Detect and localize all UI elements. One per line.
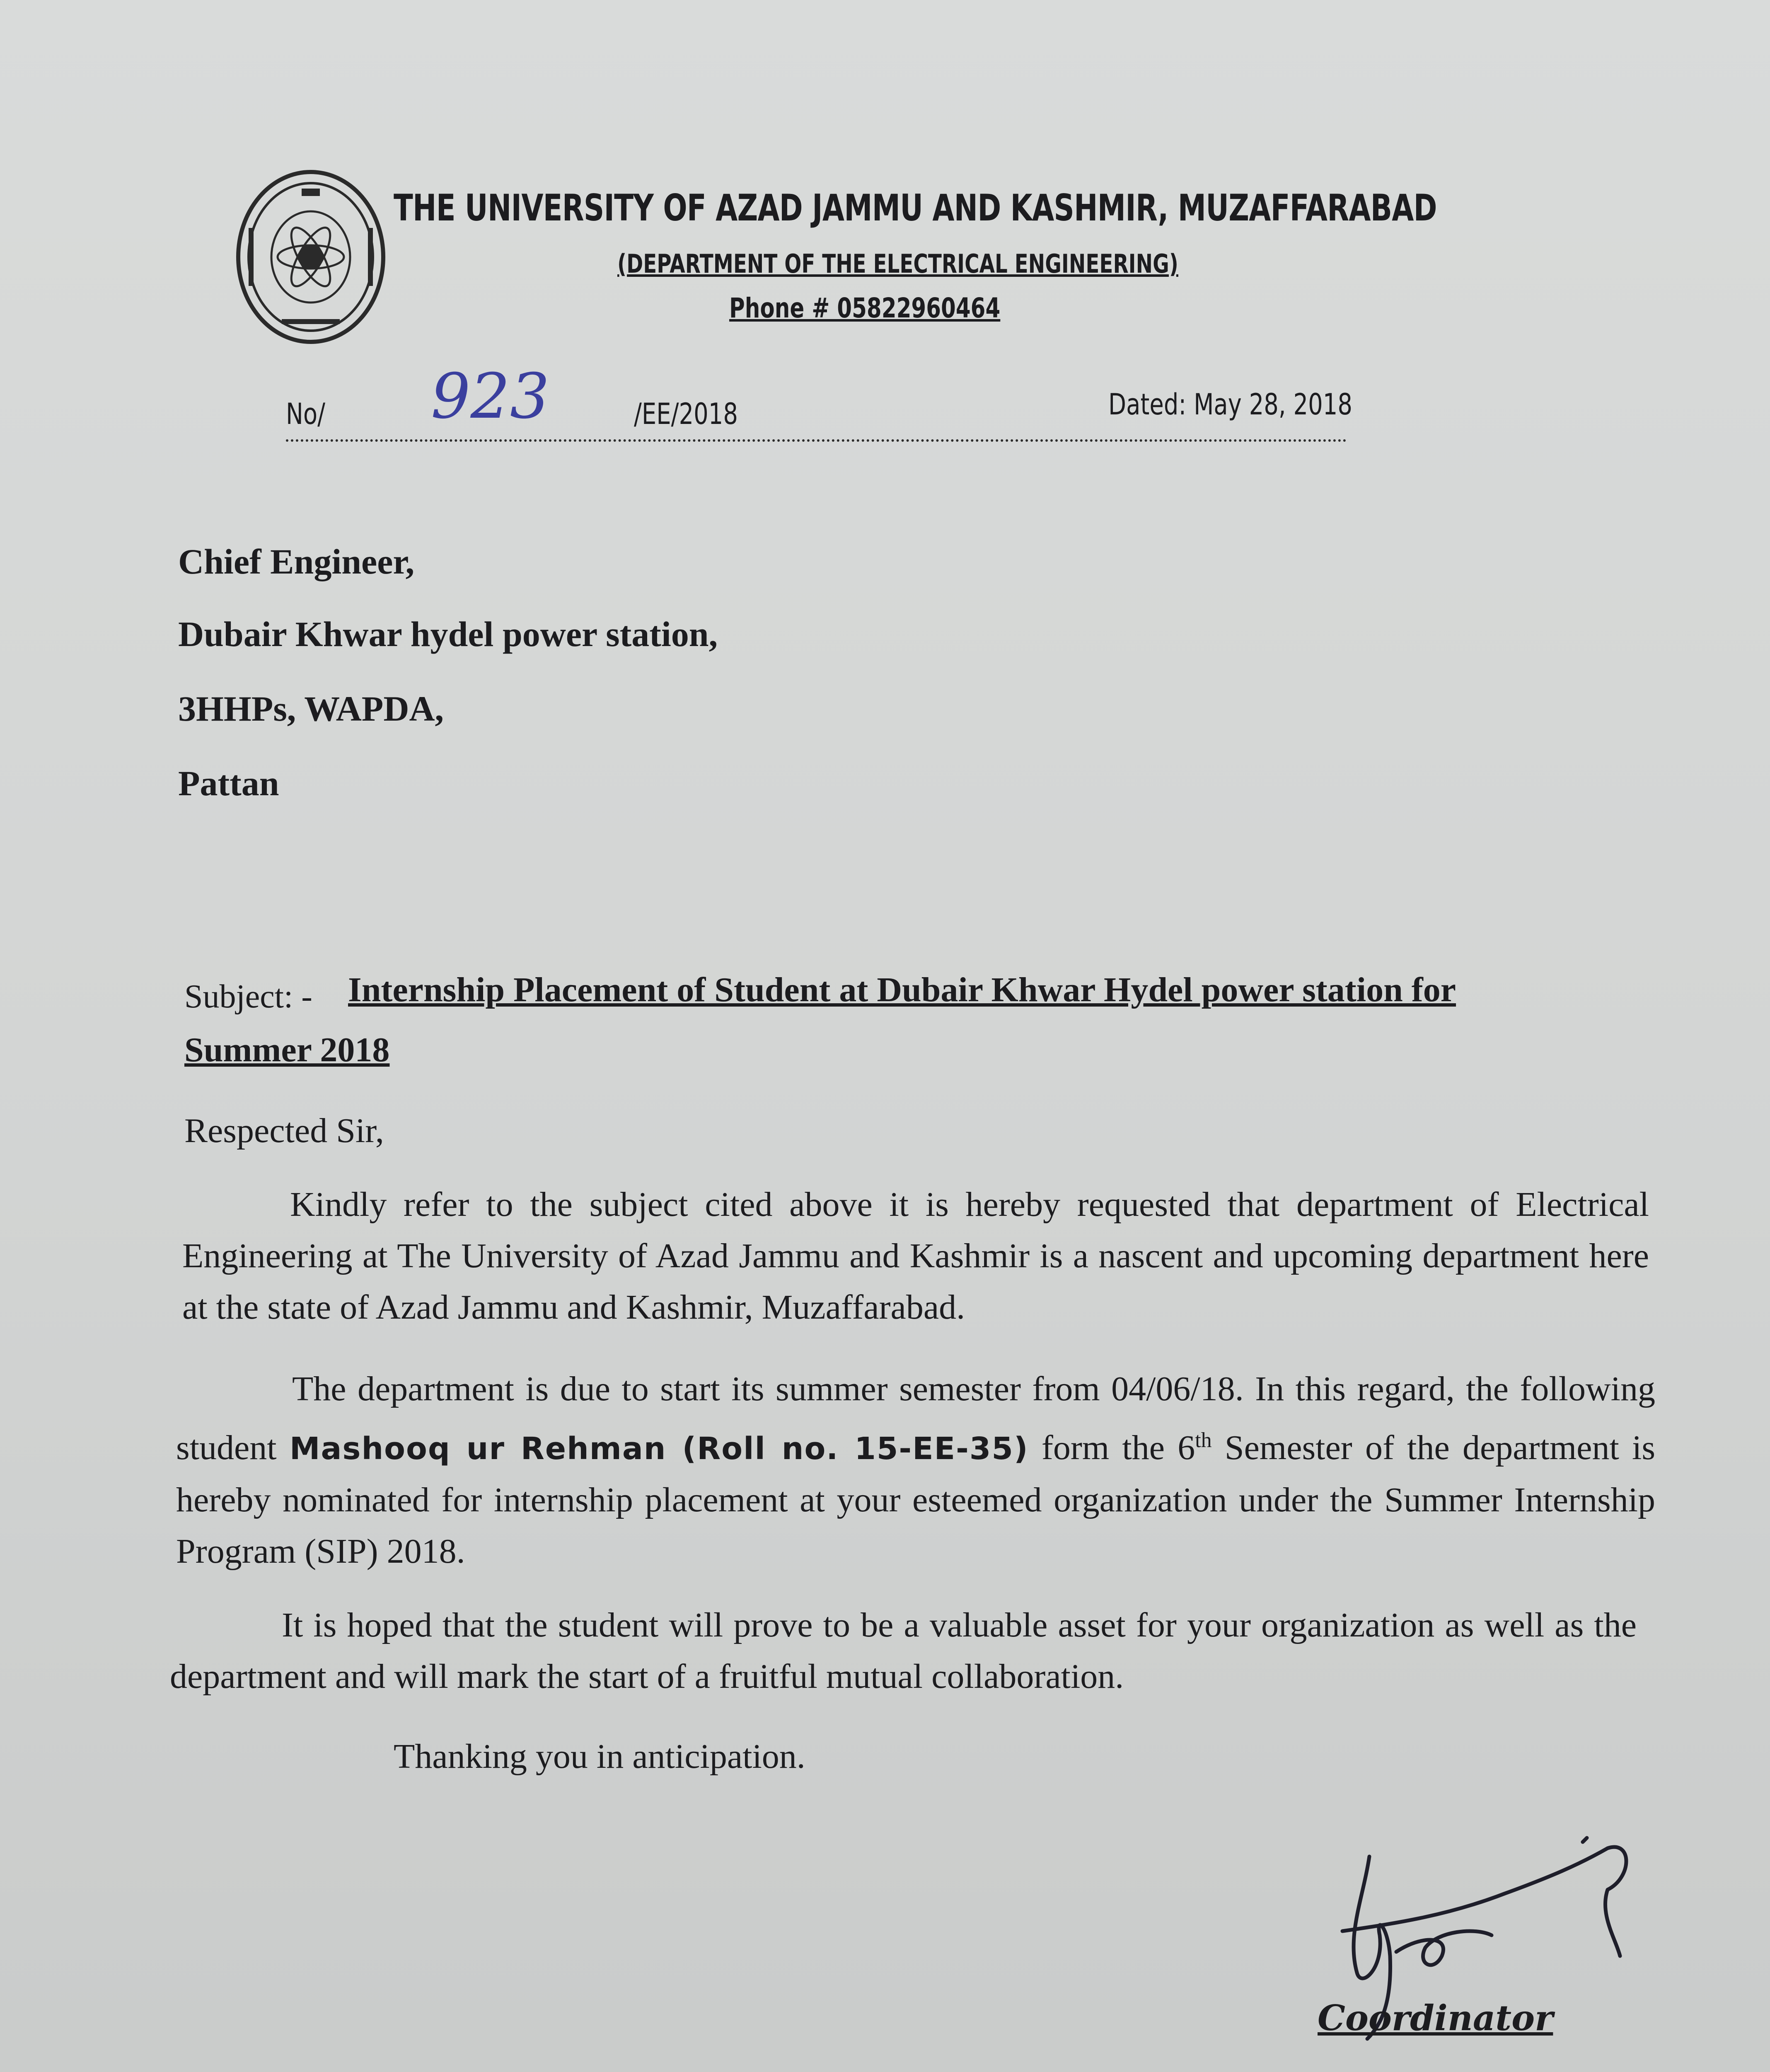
salutation: Respected Sir, [184, 1111, 384, 1150]
reference-prefix: No/ [286, 397, 326, 431]
reference-suffix: /EE/2018 [634, 397, 738, 431]
subject-text-line-1: Internship Placement of Student at Dubair Khwar Hydel power station for [348, 971, 1456, 1009]
paragraph-2-start: The department is due to start its summer semester from 04/06/18. In this regard, the following student [176, 1370, 1655, 1467]
recipient-line-4: Pattan [178, 763, 279, 803]
recipient-line-3: 3HHPs, WAPDA, [178, 689, 444, 729]
university-title: THE UNIVERSITY OF AZAD JAMMU AND KASHMIR, MUZAFFARABAD [394, 186, 1437, 229]
recipient-line-1: Chief Engineer, [178, 542, 415, 581]
reference-number: 923 [431, 361, 550, 433]
university-seal-icon [232, 166, 389, 348]
body-paragraph-1: Kindly refer to the subject cited above it is hereby requested that department of Electrical Engineering at The University of Azad Jammu and Kashmir is a nascent and upcoming department here at the state of Azad Jammu and Kashmir, Muzaffarabad. [182, 1185, 1649, 1326]
phone-number: Phone # 05822960464 [729, 292, 1001, 324]
student-name: Mashooq ur Rehman (Roll no. 15-EE-35) [289, 1431, 1029, 1467]
ordinal-suffix: th [1195, 1428, 1212, 1452]
body-paragraph-2 [176, 1363, 1655, 1577]
letter-date: Dated: May 28, 2018 [1108, 387, 1353, 421]
subject-label: Subject: - [184, 978, 312, 1015]
paragraph-2-mid: form the 6 [1028, 1428, 1195, 1467]
signatory-title: Coordinator [1318, 1997, 1553, 2038]
department-name: (DEPARTMENT OF THE ELECTRICAL ENGINEERING) [617, 249, 1178, 279]
subject-text-line-2: Summer 2018 [184, 1031, 390, 1069]
recipient-line-2: Dubair Khwar hydel power station, [178, 614, 718, 654]
paragraph-2-end: Semester of the department is hereby nominated for internship placement at your esteemed organization under the Summer Internship Program (SIP) 2018. [176, 1428, 1656, 1571]
body-paragraph-3: It is hoped that the student will prove to be a valuable asset for your organization as well as the department and will mark the start of a fruitful mutual collaboration. [170, 1606, 1637, 1696]
closing-line: Thanking you in anticipation. [394, 1737, 805, 1776]
